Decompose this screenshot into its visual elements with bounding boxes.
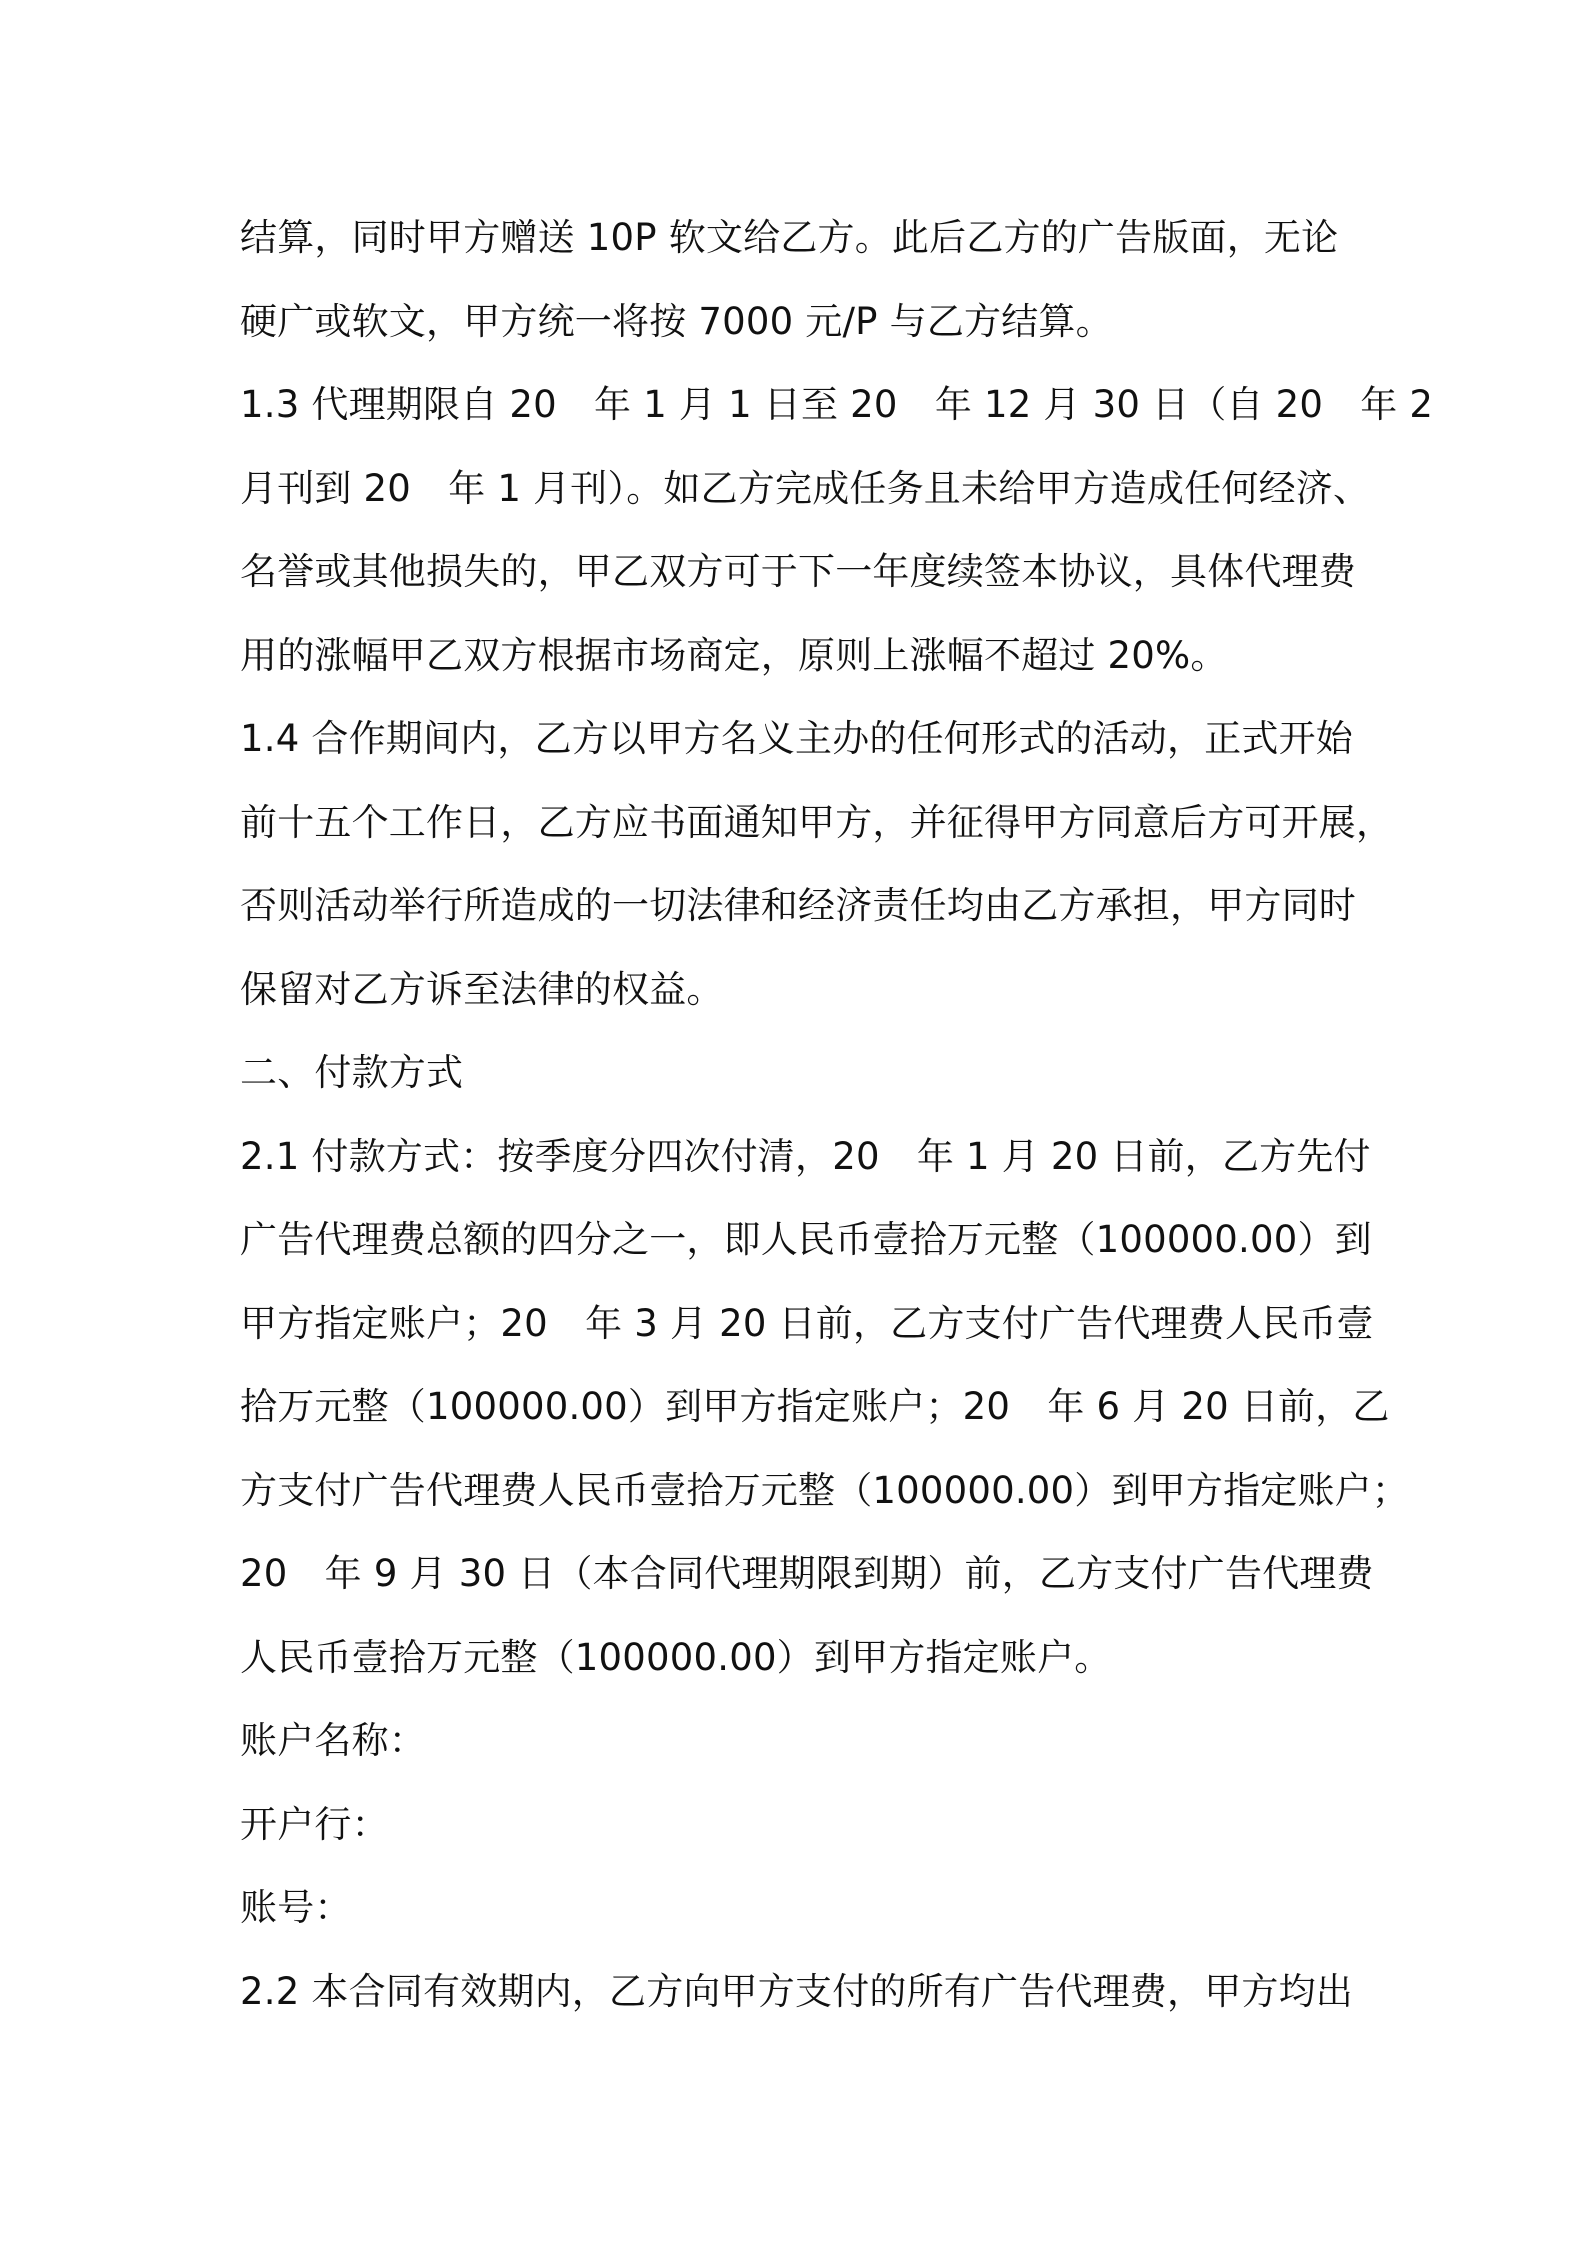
clause-2-1-line: 2.1 付款方式：按季度分四次付清，20 年 1 月 20 日前，乙方先付 [240,1134,1371,1178]
clause-1-3-line: 1.3 代理期限自 20 年 1 月 1 日至 20 年 12 月 30 日（自 20 年 2 [240,383,1434,426]
text-line: 甲方指定账户；20 年 3 月 20 日前，乙方支付广告代理费人民币壹 [240,1301,1374,1345]
text-line: 广告代理费总额的四分之一，即人民币壹拾万元整（100000.00）到 [240,1218,1372,1261]
text-line: 否则活动举行所造成的一切法律和经济责任均由乙方承担，甲方同时 [240,884,1356,927]
text-line: 用的涨幅甲乙双方根据市场商定，原则上涨幅不超过 20%。 [240,633,1228,677]
clause-1-4-line: 1.4 合作期间内，乙方以甲方名义主办的任何形式的活动，正式开始 [240,717,1354,760]
text-line: 方支付广告代理费人民币壹拾万元整（100000.00）到甲方指定账户； [240,1468,1410,1512]
text-line: 拾万元整（100000.00）到甲方指定账户；20 年 6 月 20 日前，乙 [240,1385,1390,1428]
text-line: 月刊到 20 年 1 月刊）。如乙方完成任务且未给甲方造成任何经济、 [240,466,1371,510]
account-number-label: 账号： [240,1886,352,1929]
text-line: 前十五个工作日，乙方应书面通知甲方，并征得甲方同意后方可开展， [240,800,1394,844]
text-line: 结算，同时甲方赠送 10P 软文给乙方。此后乙方的广告版面，无论 [240,216,1339,259]
section-heading-payment: 二、付款方式 [240,1051,464,1094]
contract-body [240,196,1434,2033]
account-name-label: 账户名称： [240,1719,426,1762]
text-line: 名誉或其他损失的，甲乙双方可于下一年度续签本协议，具体代理费 [240,550,1356,593]
text-line: 人民币壹拾万元整（100000.00）到甲方指定账户。 [240,1635,1112,1679]
text-line: 硬广或软文，甲方统一将按 7000 元/P 与乙方结算。 [240,299,1113,343]
bank-label: 开户行： [240,1802,389,1846]
clause-2-2-line: 2.2 本合同有效期内，乙方向甲方支付的所有广告代理费，甲方均出 [240,1969,1354,2013]
text-line: 保留对乙方诉至法律的权益。 [240,967,724,1011]
text-line: 20 年 9 月 30 日（本合同代理期限到期）前，乙方支付广告代理费 [240,1552,1374,1595]
